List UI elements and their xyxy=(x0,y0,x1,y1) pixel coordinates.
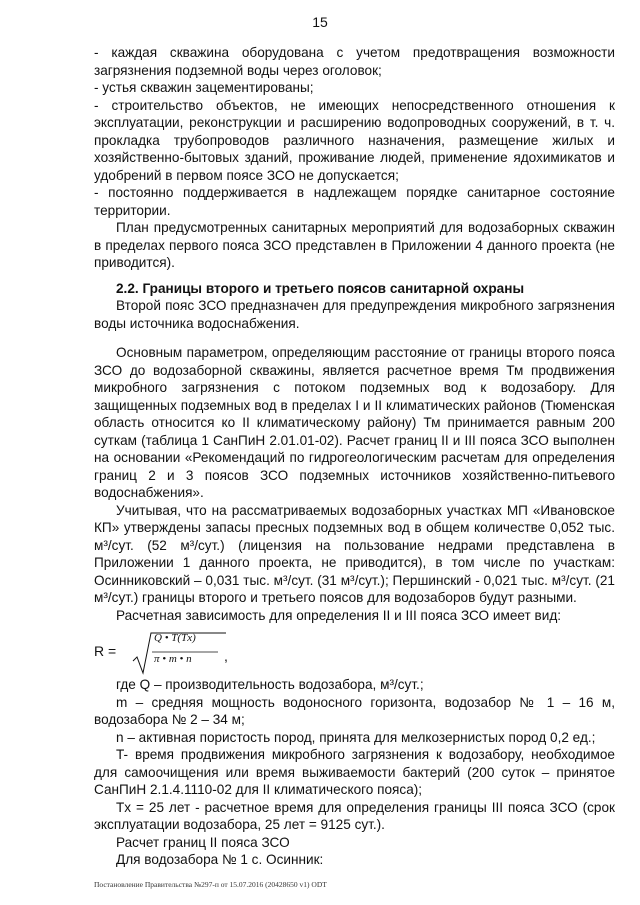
formula-lhs: R = xyxy=(94,643,117,659)
paragraph: Второй пояс ЗСО предназначен для предупреждения микробного загрязнения воды источника водоснабжения. xyxy=(94,298,615,331)
page-number: 15 xyxy=(312,14,328,30)
definition: Tх = 25 лет - расчетное время для определения границы III пояса ЗСО (срок эксплуатации водозабора, 25 лет = 9125 сут.). xyxy=(94,799,615,832)
definition: где Q – производительность водозабора, м³/сут.; xyxy=(116,677,424,692)
formula-denominator: π • m • n xyxy=(154,653,192,665)
paragraph: План предусмотренных санитарных мероприятий для водозаборных скважин в пределах первого пояса ЗСО представлен в Приложении 4 данного проекта (не приводится). xyxy=(94,220,615,270)
footer-note: Постановление Правительства №297-п от 15.07.2016 (20428650 v1) ODT xyxy=(94,880,327,889)
definition: T- время продвижения микробного загрязнения к водозабору, необходимое для самоочищения или время выживаемости бактерий (200 суток – принятое СанПиН 2.1.4.1110-02 для II климатического пояса); xyxy=(94,747,615,797)
formula xyxy=(94,626,615,676)
paragraph: Расчетная зависимость для определения II и III пояса ЗСО имеет вид: xyxy=(116,607,562,623)
paragraph: Основным параметром, определяющим расстояние от границы второго пояса ЗСО до водозаборной скважины, является расчетное время Тм продвижения микробного загрязнения с потоком подземных вод к водозабору. Для защищенных подземных вод в пределах I и II климатических районов (Тюменская область относится ко II климатическому району) Тм принимается равным 200 суткам (таблица 1 СанПиН 2.01.01-02). Расчет границ II и III пояса ЗСО выполнен на основании «Рекомендаций по гидрогеологическим расчетам для определения границ 2 и 3 поясов ЗСО подземных источников хозяйственно-питьевого водоснабжения». xyxy=(94,345,615,500)
paragraph: - устья скважин зацементированы; xyxy=(94,80,314,95)
paragraph: - постоянно поддерживается в надлежащем порядке санитарное состояние территории. xyxy=(94,185,615,218)
formula-numerator: Q • T(Tx) xyxy=(154,632,196,644)
definition: m – средняя мощность водоносного горизонта, водозабор № 1 – 16 м, водозабора № 2 – 34 м; xyxy=(94,694,615,727)
definition: Расчет границ II пояса ЗСО xyxy=(116,834,290,850)
paragraph: - каждая скважина оборудована с учетом предотвращения возможности загрязнения подземной воды через оголовок; xyxy=(94,45,615,78)
definition: n – активная пористость пород, принята для мелкозернистых пород 0,2 ед.; xyxy=(116,729,596,745)
paragraph: - строительство объектов, не имеющих непосредственного отношения к эксплуатации, реконструкции и расширению водопроводных сооружений, в т. ч. прокладка трубопроводов различного назначения, размещение жилых и хозяйственно-бытовых зданий, проживание людей, применение ядохимикатов и удобрений в первом поясе ЗСО не допускается; xyxy=(94,97,615,183)
paragraph: Учитывая, что на рассматриваемых водозаборных участках МП «Ивановское КП» утверждены запасы пресных подземных вод в общем количестве 0,052 тыс. м³/сут. (52 м³/сут.) (лицензия на пользование недрами представлена в Приложении 1 данного проекта, не приводится), в том числе по участкам: Осинниковский – 0,031 тыс. м³/сут. (31 м³/сут.); Першинский - 0,021 тыс. м³/сут. (21 м³/сут.) границы второго и третьего поясов для водозаборов будут разными. xyxy=(94,502,615,605)
definition: Для водозабора № 1 с. Осинник: xyxy=(116,852,324,867)
section-heading: 2.2. Границы второго и третьего поясов санитарной охраны xyxy=(116,280,525,296)
formula-comma: , xyxy=(224,648,228,664)
document-body xyxy=(94,44,615,869)
